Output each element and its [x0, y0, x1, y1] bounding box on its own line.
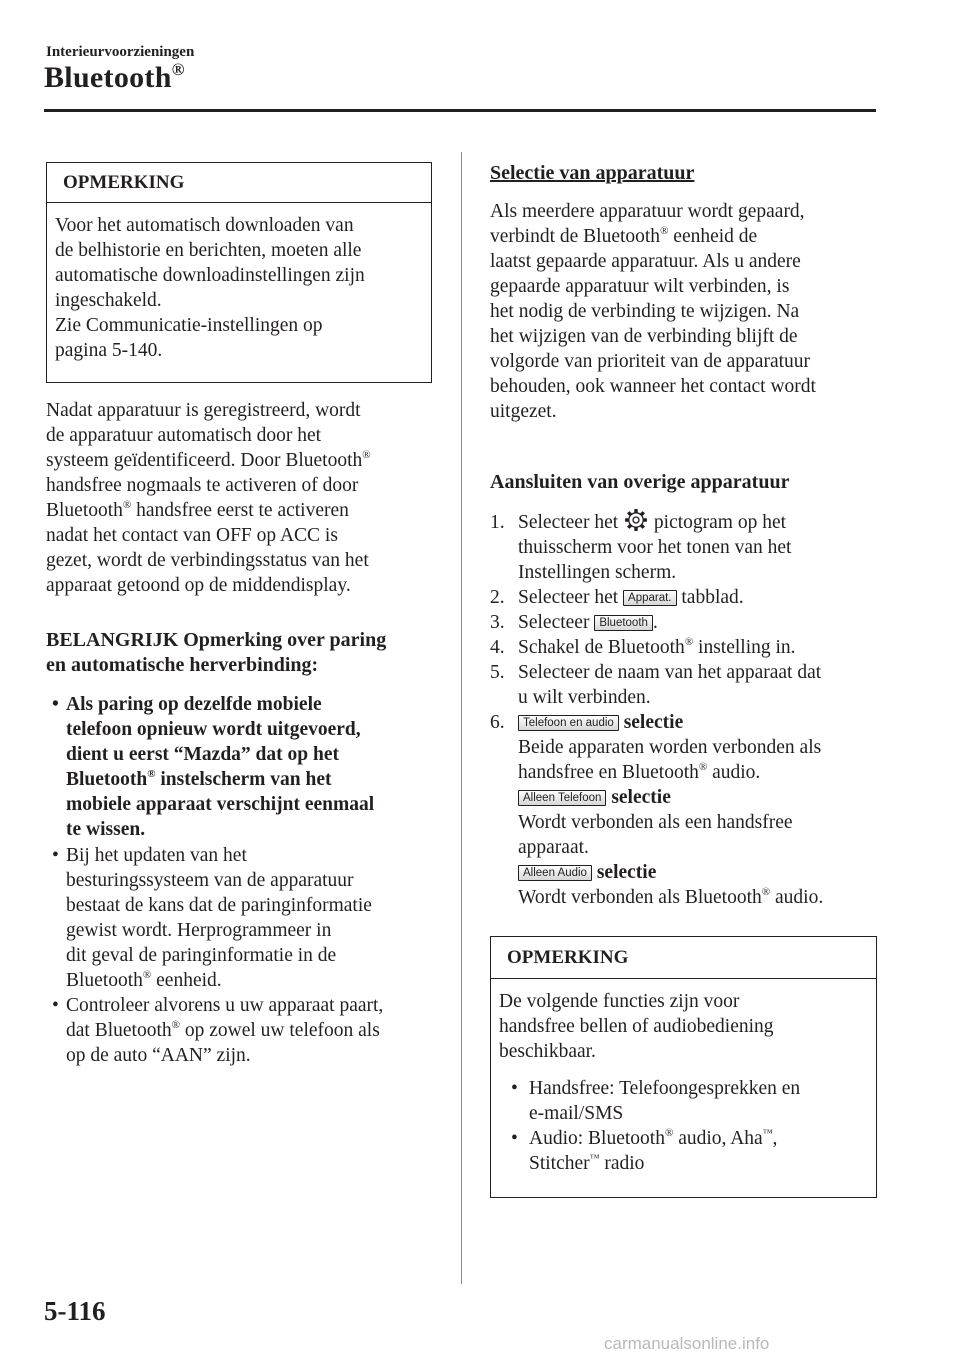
bullet-item: • Controleer alvorens u uw apparaat paart, dat Bluetooth® op zowel uw telefoon als op de auto “AAN” zijn. — [52, 995, 384, 1066]
note-heading: OPMERKING — [491, 937, 876, 979]
connect-steps: 1. Selecteer het pictogram op het thuisscherm voor het tonen van het Instellingen scherm. 2. Selecteer het Apparat. tabblad. 3. Selecteer Bluetooth . 4. Schakel de Bluetooth® instelling in. 5. Selecteer de naam van het apparaat dat u wilt verbinden. 6. Telefoon en audio selectie Beide apparaten worden verbonden als handsfree en Bluetooth® audio. Alleen Telefoon selectie Wordt verbonden als een handsfree apparaat. Alleen Audio selectie Wordt verbonden als Bluetooth® audio. — [490, 507, 900, 910]
site-watermark: carmanualsonline.info — [604, 1334, 770, 1353]
connect-heading: Aansluiten van overige apparatuur — [490, 471, 790, 493]
apparat-tab-button[interactable]: Apparat. — [623, 590, 676, 606]
audio-only-button[interactable]: Alleen Audio — [518, 865, 592, 881]
selection-paragraph: Als meerdere apparatuur wordt gepaard, verbindt de Bluetooth® eenheid de laatst gepaarde apparatuur. Als u andere gepaarde apparatuur wilt verbinden, is het nodig de verbinding te wijzigen. Na het wijzigen van de verbinding blijft de volgorde van prioriteit van de apparatuur behouden, ook wanneer het contact wordt uitgezet. — [490, 201, 816, 422]
note-line: Zie Communicatie-instellingen op — [55, 315, 323, 336]
note-line: automatische downloadinstellingen zijn — [55, 265, 365, 286]
page-number: 5-116 — [44, 1296, 106, 1326]
intro-paragraph: Nadat apparatuur is geregistreerd, wordt de apparatuur automatisch door het systeem geïdentificeerd. Door Bluetooth® handsfree nogmaals te activeren of door Bluetooth® handsfree eerst te activeren nadat het contact van OFF op ACC is gezet, wordt de verbindingsstatus van het apparaat getoond op de middendisplay. — [46, 400, 371, 596]
phone-only-button[interactable]: Alleen Telefoon — [518, 790, 606, 806]
note-box-functions — [490, 936, 877, 1198]
step-4: 4. Schakel de Bluetooth® instelling in. — [490, 636, 796, 658]
note-line: Voor het automatisch downloaden van — [55, 215, 354, 236]
note-heading: OPMERKING — [47, 163, 431, 203]
step-6: 6. Telefoon en audio selectie — [490, 712, 684, 733]
title-divider — [44, 109, 876, 112]
note-line: pagina 5-140. — [55, 340, 163, 361]
note-box-downloads — [46, 162, 432, 383]
registered-mark: ® — [171, 60, 185, 79]
bluetooth-button[interactable]: Bluetooth — [594, 615, 653, 631]
bullet-item: • Als paring op dezelfde mobiele telefoon opnieuw wordt uitgevoerd, dient u eerst “Mazda” dat op het Bluetooth® instelscherm van het mobiele apparaat verschijnt eenmaal te wissen. — [52, 694, 375, 840]
phone-and-audio-button[interactable]: Telefoon en audio — [518, 715, 619, 731]
step-3: 3. Selecteer Bluetooth . — [490, 612, 658, 633]
selection-heading: Selectie van apparatuur — [490, 162, 695, 184]
note-line: ingeschakeld. — [55, 290, 162, 311]
step-5: 5. Selecteer de naam van het apparaat dat — [490, 662, 822, 683]
note-line: de belhistorie en berichten, moeten alle — [55, 240, 362, 261]
note-body — [47, 203, 431, 363]
function-item: • Handsfree: Telefoongesprekken en — [511, 1078, 801, 1099]
section-label: Interieurvoorzieningen — [46, 44, 195, 60]
bullet-item: • Bij het updaten van het besturingssysteem van de apparatuur bestaat de kans dat de paringinformatie gewist wordt. Herprogrammeer in dit geval de paringinformatie in de Bluetooth® eenheid. — [52, 845, 372, 991]
page-title: Bluetooth® — [44, 60, 185, 94]
note-body: De volgende functies zijn voor handsfree bellen of audiobediening beschikbaar. • Handsfree: Telefoongesprekken en e-mail/SMS • Audio: Bluetooth® audio, Aha™, Stitcher™ radio — [491, 979, 876, 1176]
settings-gear-icon — [623, 507, 649, 533]
function-item: • Audio: Bluetooth® audio, Aha™, — [511, 1127, 778, 1149]
step-2: 2. Selecteer het Apparat. tabblad. — [490, 587, 744, 608]
column-divider — [461, 152, 462, 1284]
step-1: 1. Selecteer het pictogram op het — [490, 507, 900, 535]
important-heading: BELANGRIJK Opmerking over paring en automatische herverbinding: — [46, 629, 387, 676]
